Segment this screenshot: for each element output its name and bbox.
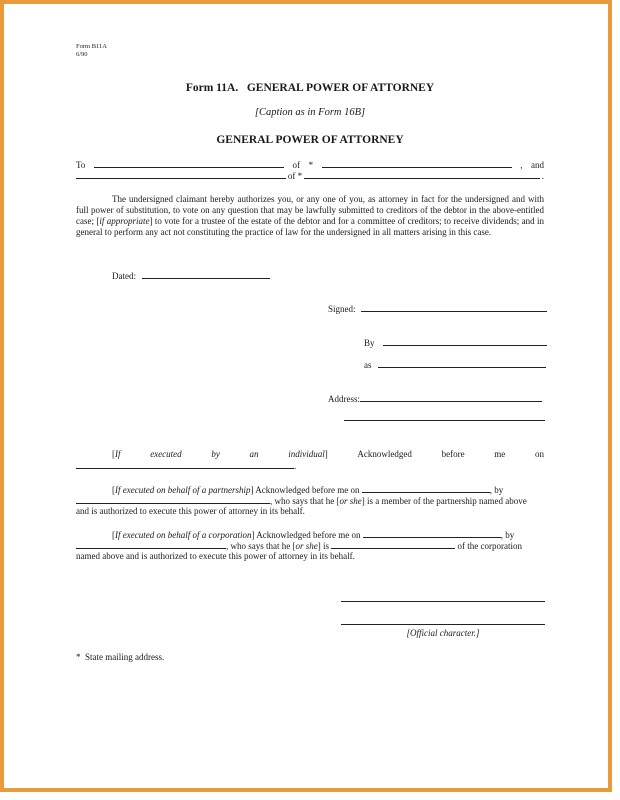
individual-word-if: If [115,449,121,459]
corporation-date-blank[interactable] [363,529,501,538]
corporation-authorized-text: named above and is authorized to execute this power of attorney in its behalf. [76,551,355,561]
corporation-title-blank[interactable] [331,540,455,549]
form-date: 6/90 [76,51,88,58]
partnership-authorized-text: and is authorized to execute this power of attorney in its behalf. [76,506,305,516]
corporation-who-says: , who says that he [ [226,541,296,551]
by-blank[interactable] [383,337,547,346]
official-signature-blank[interactable] [341,601,545,602]
corporation-name-blank[interactable] [76,540,226,549]
official-character-blank[interactable] [341,624,545,625]
bracket-close: ] [324,449,328,459]
signed-blank[interactable] [361,303,547,312]
ack-word-on: on [534,449,544,459]
corporation-is: ] is [317,541,329,551]
partnership-ack-line-1: [If executed on behalf of a partnership] Acknowledged before me on , by [112,485,504,495]
partnership-date-blank[interactable] [362,484,490,493]
partnership-ack-text: Acknowledged before me on [255,485,360,495]
individual-word-individual: individual [288,449,325,459]
bracket-open: [ [112,449,115,459]
to-label: To [76,160,86,170]
individual-ack-line [112,449,544,460]
individual-word-an: an [249,449,259,459]
paragraph-text-2: ] to vote for a trustee of the estate of the debtor and for a committee of creditors; to receive dividends; and in general to perform any act not constituting the practice of law for the undersigned in all matters arising in this case. [76,216,545,237]
dated-line [112,270,270,282]
official-character-label: [Official character.] [406,628,480,638]
document-title: Form 11A. GENERAL POWER OF ATTORNEY [185,82,435,94]
signed-line [328,303,547,315]
address-blank-2[interactable] [344,420,545,421]
by-line [364,337,547,349]
corporation-or-she: or she [295,541,318,551]
corporation-condition: If executed on behalf of a corporation [115,530,252,540]
individual-word-executed: executed [150,449,182,459]
of-label: of [292,160,300,170]
address-line [328,393,542,405]
as-label: as [364,360,372,370]
corporation-ack-line-1: [If executed on behalf of a corporation] Acknowledged before me on , by [112,530,515,540]
and-label: and [531,160,544,170]
signed-label: Signed: [328,304,356,314]
corporation-ack-text: Acknowledged before me on [256,530,361,540]
of-star-label: of * [287,171,303,181]
as-line [364,359,546,371]
individual-end-period: . [294,461,297,471]
caption-line: [Caption as in Form 16B] [254,107,366,118]
second-address-blank[interactable] [304,170,540,179]
partnership-or-she: or she [339,496,362,506]
second-addressee-line: of * . [76,170,544,182]
individual-ack-bracket [112,449,121,460]
corporation-by: , by [500,530,515,540]
partnership-by: , by [489,485,504,495]
dated-blank[interactable] [142,270,270,279]
dated-label: Dated: [112,271,136,281]
paragraph-text-1: The undersigned claimant hereby authorizes you, or any one of you, as attorney in fact for the undersigned and with full power of substitution, to vote on any question that may be lawfully submitted to creditors of the debtor in the above-entitled case; [ [76,194,544,226]
corporation-of-text: of the corporation [457,541,522,551]
second-addressee-blank[interactable] [76,170,286,179]
to-line: To of * , and [76,160,544,170]
ack-word-before: before [441,449,465,459]
individual-word-by: by [211,449,220,459]
partnership-name-blank[interactable] [76,495,270,504]
partnership-who-says: , who says that he [ [270,496,340,506]
document-subtitle: GENERAL POWER OF ATTORNEY [216,134,404,146]
authorization-paragraph [76,194,544,238]
address-label: Address: [328,394,360,404]
as-blank[interactable] [378,359,546,368]
partnership-condition: If executed on behalf of a partnership [115,485,251,495]
to-blank[interactable] [94,159,284,168]
if-appropriate-text: if appropriate [99,216,150,226]
by-label: By [364,338,375,348]
form-number: Form B11A [76,43,107,50]
individual-date-line [76,460,296,472]
ack-word-acknowledged: Acknowledged [357,449,412,459]
footnote: * State mailing address. [76,652,165,662]
ack-word-me: me [494,449,506,459]
star-marker: * [308,160,314,170]
of-blank[interactable] [322,159,512,168]
address-blank-1[interactable] [360,393,542,402]
individual-date-blank[interactable] [76,460,297,471]
partnership-member-text: ] is a member of the partnership named above [361,496,527,506]
